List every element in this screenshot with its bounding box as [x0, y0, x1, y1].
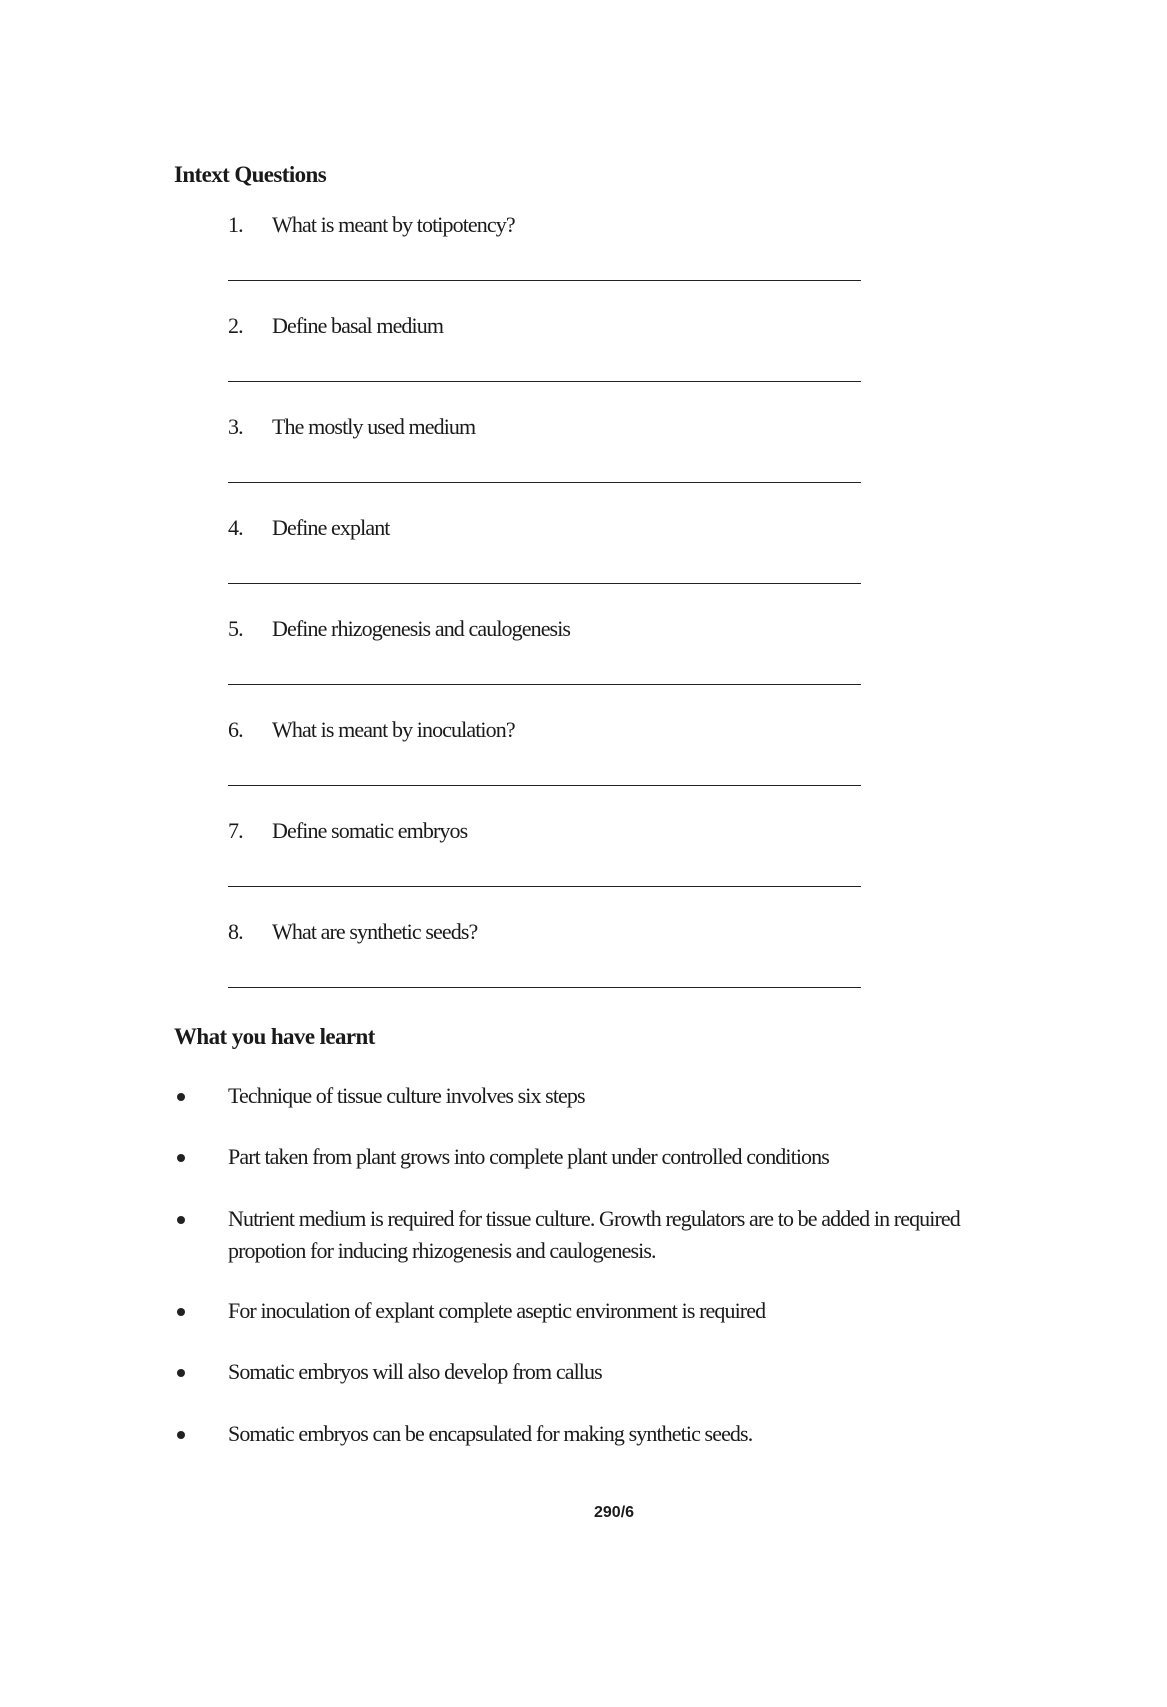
- answer-line: [228, 381, 861, 382]
- question-number: 7.: [228, 818, 243, 843]
- learnt-text: Nutrient medium is required for tissue culture. Growth regulators are to be added in required: [228, 1206, 960, 1231]
- answer-line: [228, 886, 861, 887]
- learnt-text: For inoculation of explant complete aseptic environment is required: [228, 1298, 766, 1323]
- answer-line: [228, 684, 861, 685]
- bullet-icon: [177, 1369, 185, 1377]
- answer-line: [228, 280, 861, 281]
- question-number: 5.: [228, 616, 243, 641]
- bullet-icon: [177, 1216, 185, 1224]
- question-text: The mostly used medium: [272, 414, 476, 439]
- question-number: 3.: [228, 414, 243, 439]
- question-number: 1.: [228, 212, 243, 237]
- bullet-icon: [177, 1431, 185, 1439]
- question-text: What is meant by inoculation?: [272, 717, 515, 742]
- question-text: Define basal medium: [272, 313, 444, 338]
- bullet-icon: [177, 1093, 185, 1101]
- answer-line: [228, 785, 861, 786]
- question-text: Define rhizogenesis and caulogenesis: [272, 616, 571, 641]
- answer-line: [228, 583, 861, 584]
- intext-questions-heading: Intext Questions: [174, 162, 327, 187]
- question-text: Define somatic embryos: [272, 818, 468, 843]
- learnt-text: Somatic embryos will also develop from callus: [228, 1359, 602, 1384]
- learnt-text: Technique of tissue culture involves six steps: [228, 1083, 585, 1108]
- answer-line: [228, 987, 861, 988]
- question-number: 2.: [228, 313, 243, 338]
- question-text: What are synthetic seeds?: [272, 919, 478, 944]
- what-you-have-learnt-heading: What you have learnt: [174, 1024, 375, 1049]
- question-number: 8.: [228, 919, 243, 944]
- question-number: 4.: [228, 515, 243, 540]
- bullet-icon: [177, 1154, 185, 1162]
- learnt-text-continued: propotion for inducing rhizogenesis and caulogenesis.: [228, 1238, 656, 1263]
- question-number: 6.: [228, 717, 243, 742]
- question-text: Define explant: [272, 515, 390, 540]
- bullet-icon: [177, 1308, 185, 1316]
- question-text: What is meant by totipotency?: [272, 212, 515, 237]
- page-number: 290/6: [594, 1504, 635, 1521]
- learnt-text: Part taken from plant grows into complete plant under controlled conditions: [228, 1144, 829, 1169]
- answer-line: [228, 482, 861, 483]
- learnt-text: Somatic embryos can be encapsulated for making synthetic seeds.: [228, 1421, 753, 1446]
